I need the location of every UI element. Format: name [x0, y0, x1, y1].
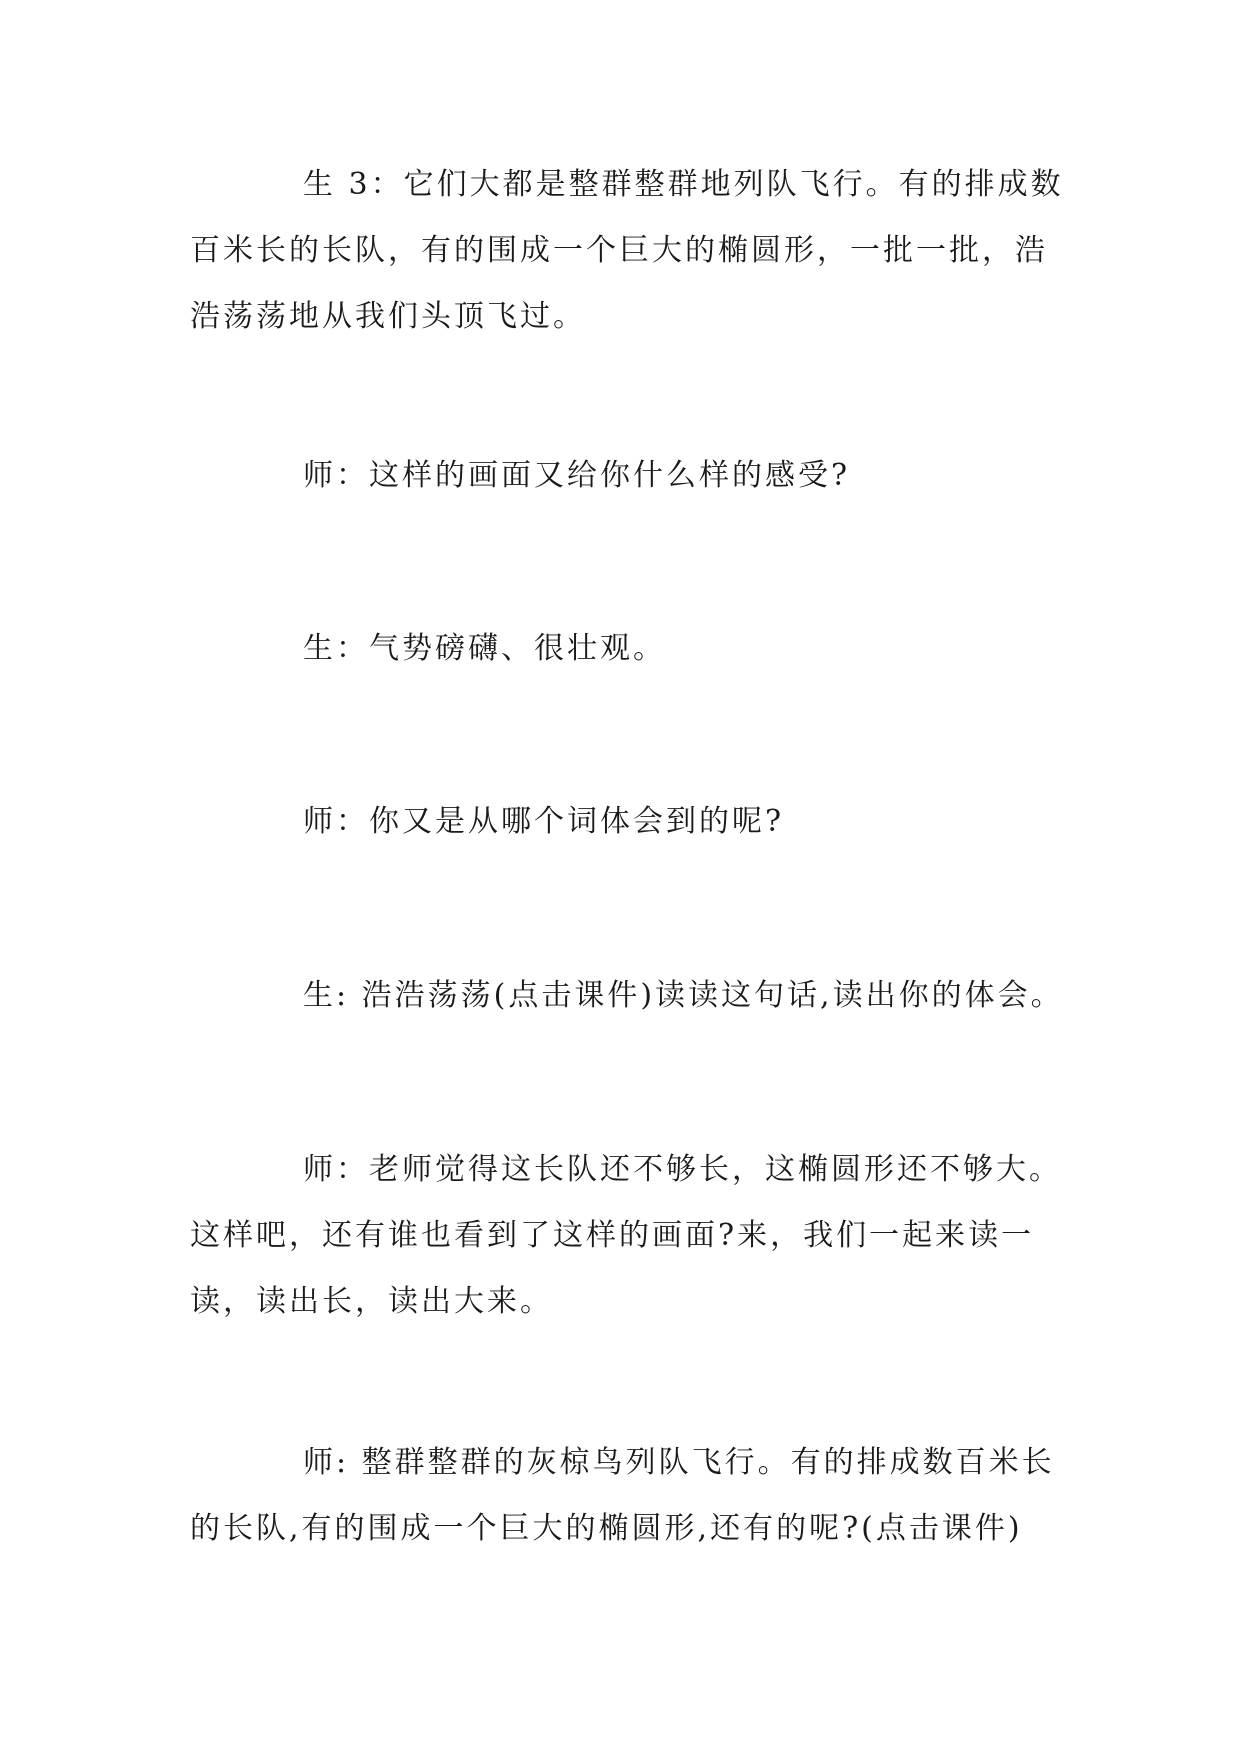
paragraph-student-answer-word: 生: 浩浩荡荡(点击课件)读读这句话,读出你的体会。 [303, 978, 1064, 1013]
paragraph-teacher-question-feeling: 师：这样的画面又给你什么样的感受? [303, 458, 851, 493]
paragraph-teacher-starlings: 师: 整群整群的灰椋鸟列队飞行。有的排成数百米长的长队,有的围成一个巨大的椭圆形,还有的呢?(点击课件) [190, 1445, 1055, 1546]
paragraph-student-3-answer: 生 3：它们大都是整群整群地列队飞行。有的排成数百米长的长队，有的围成一个巨大的椭圆形，一批一批，浩浩荡荡地从我们头顶飞过。 [190, 167, 1064, 334]
paragraph-teacher-read-together: 师：老师觉得这长队还不够长，这椭圆形还不够大。这样吧，还有谁也看到了这样的画面?来，我们一起来读一读，读出长，读出大来。 [190, 1152, 1062, 1319]
paragraph-teacher-question-word: 师：你又是从哪个词体会到的呢? [303, 804, 785, 839]
paragraph-student-answer-spectacular: 生：气势磅礴、很壮观。 [303, 631, 666, 666]
